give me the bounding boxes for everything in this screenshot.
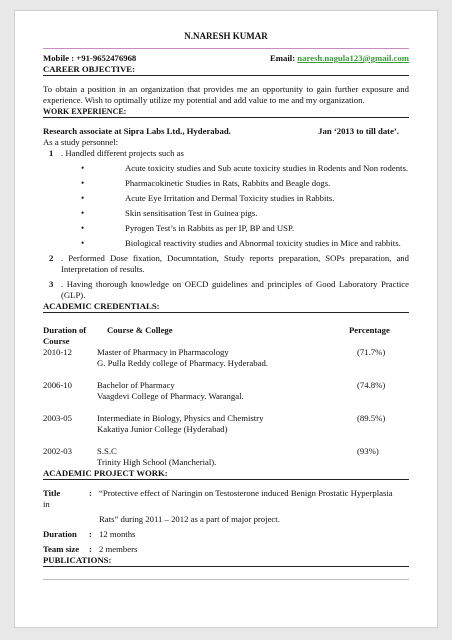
education-percentage: (74.8%) (357, 380, 386, 390)
project-title-cont-row (43, 514, 409, 525)
education-course: Intermediate in Biology, Physics and Chemistry (97, 413, 264, 423)
publications-heading: PUBLICATIONS: (43, 555, 409, 567)
contact-row (43, 53, 409, 64)
list-item: • Acute Eye Irritation and Dermal Toxicity studies in Rabbits. (43, 193, 409, 204)
candidate-name: N.NARESH KUMAR (184, 31, 268, 41)
career-objective-heading: CAREER OBJECTIVE: (43, 64, 409, 76)
work-item-2-number: 2 (49, 253, 54, 263)
work-item-2 (43, 253, 409, 275)
spacer (89, 499, 99, 510)
project-title-row-2 (43, 499, 409, 510)
education-college: Kakatiya Junior College (Hyderabad) (97, 424, 228, 434)
project-title-text: “Protective effect of Naringin on Testosterone induced Benign Prostatic Hyperplasia (99, 488, 393, 498)
job-role: Research associate at Sipra Labs Ltd., Hyderabad. (43, 126, 231, 136)
bottom-divider (43, 579, 409, 580)
table-row (43, 446, 409, 468)
education-college: Trinity High School (Mancherial). (97, 457, 217, 467)
education-duration: 2006-10 (43, 380, 72, 390)
duration-value: 12 months (99, 529, 136, 539)
project-types-list (43, 163, 409, 249)
work-item-1-number: 1 (49, 148, 54, 158)
column-duration: Duration of Course (43, 325, 87, 346)
project-title-label: Title (43, 488, 61, 498)
work-item-3-text: . Having thorough knowledge on OECD guidelines and principles of Good Laboratory Practice (GLP). (61, 279, 409, 300)
education-duration: 2002-03 (43, 446, 72, 456)
list-item: • Pharmacokinetic Studies in Rats, Rabbits and Beagle dogs. (43, 178, 409, 189)
list-item: • Biological reactivity studies and Abnormal toxicity studies in Mice and rabbits. (43, 238, 409, 249)
team-size-colon: : (89, 544, 92, 554)
education-college: Vaagdevi College of Pharmacy. Warangal. (97, 391, 244, 401)
team-size-value: 2 members (99, 544, 138, 554)
education-course: Bachelor of Pharmacy (97, 380, 175, 390)
project-duration-row (43, 529, 409, 540)
project-team-row (43, 544, 409, 555)
education-details (97, 380, 357, 402)
academic-project-heading: ACADEMIC PROJECT WORK: (43, 468, 409, 480)
education-percentage: (89.5%) (357, 413, 386, 423)
education-course: S.S.C (97, 446, 117, 456)
spacer (43, 514, 89, 525)
work-intro: As a study personnel: (43, 137, 119, 147)
duration-colon: : (89, 529, 92, 539)
spacer (89, 514, 99, 525)
list-item: • Pyrogen Test’s in Rabbits as per IP, BP and USP. (43, 223, 409, 234)
project-title-row (43, 488, 409, 499)
email-line (270, 53, 409, 64)
work-experience-heading: WORK EXPERIENCE: (43, 106, 409, 118)
table-row (43, 380, 409, 402)
education-duration: 2010-12 (43, 347, 72, 357)
resume-page (14, 10, 438, 628)
academic-credentials-heading: ACADEMIC CREDENTIALS: (43, 301, 409, 313)
education-details (97, 413, 357, 435)
table-row (43, 347, 409, 369)
list-item: • Acute toxicity studies and Sub acute toxicity studies in Rodents and Non rodents. (43, 163, 409, 174)
column-percentage: Percentage (349, 325, 390, 335)
work-item-3 (43, 279, 409, 301)
job-role-row (43, 126, 409, 137)
table-row (43, 413, 409, 435)
project-title-label-cont: in (43, 499, 50, 509)
work-item-1 (43, 148, 409, 159)
education-duration: 2003-05 (43, 413, 72, 423)
work-item-1-text: . Handled different projects such as (61, 148, 184, 158)
job-period: Jan ‘2013 to till date’. (318, 126, 399, 136)
mobile-number: Mobile : +91-9652476968 (43, 53, 137, 63)
education-course: Master of Pharmacy in Pharmacology (97, 347, 229, 357)
list-item: • Skin sensitisation Test in Guinea pigs. (43, 208, 409, 219)
email-label: Email: (270, 53, 298, 63)
education-table-header (43, 325, 409, 347)
team-size-label: Team size (43, 544, 80, 554)
spacer (99, 499, 409, 510)
education-college: G. Pulla Reddy college of Pharmacy. Hyderabad. (97, 358, 268, 368)
project-title-continuation: Rats” during 2011 – 2012 as a part of major project. (99, 514, 280, 524)
header-divider (43, 48, 409, 49)
education-details (97, 347, 357, 369)
work-item-2-text: . Performed Dose fixation, Documntation, Study reports preparation, SOPs preparation, and Interpretation of results. (61, 253, 409, 274)
duration-label: Duration (43, 529, 77, 539)
education-details (97, 446, 357, 468)
work-item-3-number: 3 (49, 279, 54, 289)
email-link[interactable]: naresh.nagula123@gmail.com (297, 53, 409, 63)
column-course: Course & College (107, 325, 173, 335)
education-percentage: (71.7%) (357, 347, 386, 357)
education-percentage: (93%) (357, 446, 379, 456)
career-objective-text: To obtain a position in an organization that provides me an opportunity to gain further exposure and experience. Wish to optimally utilize my potential and add value to me and my organization. (43, 84, 409, 105)
project-title-colon: : (89, 488, 92, 498)
